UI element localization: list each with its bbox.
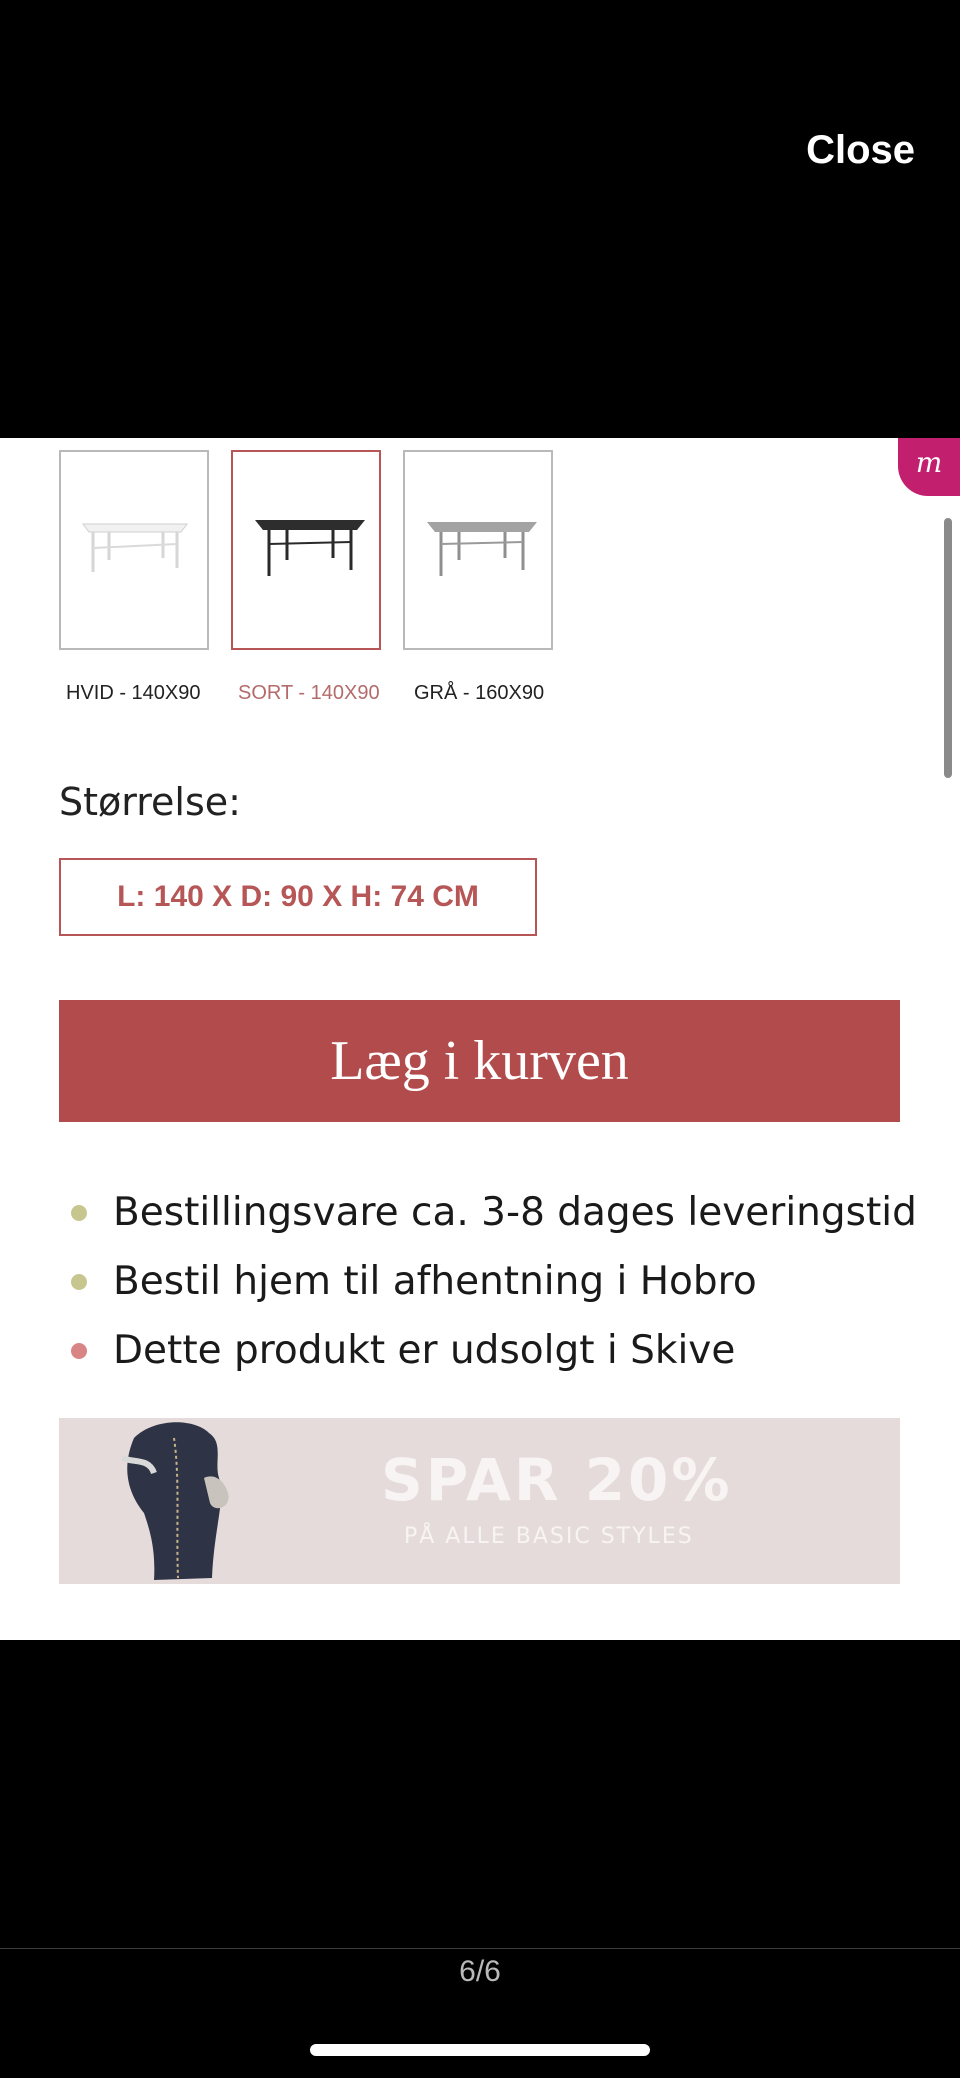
page-counter: 6/6 [459, 1955, 501, 1988]
banner-subtitle: PÅ ALLE BASIC STYLES [404, 1524, 694, 1549]
size-title: Størrelse: [59, 780, 241, 824]
list-item [59, 1316, 939, 1385]
side-tab[interactable]: m [898, 438, 960, 496]
jeans-image-icon [114, 1418, 244, 1584]
info-list [59, 1178, 939, 1385]
banner-title: SPAR 20% [381, 1446, 733, 1514]
status-dot-icon [71, 1274, 87, 1290]
white-table-icon [75, 512, 195, 582]
scrollbar[interactable] [944, 518, 952, 778]
info-text: Bestillingsvare ca. 3-8 dages leveringstid [113, 1190, 917, 1235]
info-text: Dette produkt er udsolgt i Skive [113, 1328, 736, 1373]
close-button[interactable]: Close [806, 128, 915, 172]
status-dot-icon [71, 1343, 87, 1359]
variant-swatch-white[interactable] [59, 450, 209, 650]
size-option-button[interactable]: L: 140 X D: 90 X H: 74 CM [59, 858, 537, 936]
list-item [59, 1178, 939, 1247]
variant-label-white: HVID - 140X90 [66, 682, 201, 704]
add-to-cart-button[interactable]: Læg i kurven [59, 1000, 900, 1122]
black-table-icon [247, 512, 367, 582]
list-item [59, 1247, 939, 1316]
info-text: Bestil hjem til afhentning i Hobro [113, 1259, 757, 1304]
home-indicator[interactable] [310, 2044, 650, 2056]
status-dot-icon [71, 1205, 87, 1221]
product-screenshot [0, 438, 960, 1640]
divider [0, 1948, 960, 1949]
variant-swatch-grey[interactable] [403, 450, 553, 650]
variant-label-grey: GRÅ - 160X90 [414, 682, 545, 704]
variant-swatch-black[interactable] [231, 450, 381, 650]
grey-table-icon [419, 512, 539, 582]
promo-banner[interactable] [59, 1418, 900, 1584]
variant-label-black: SORT - 140X90 [238, 682, 380, 704]
